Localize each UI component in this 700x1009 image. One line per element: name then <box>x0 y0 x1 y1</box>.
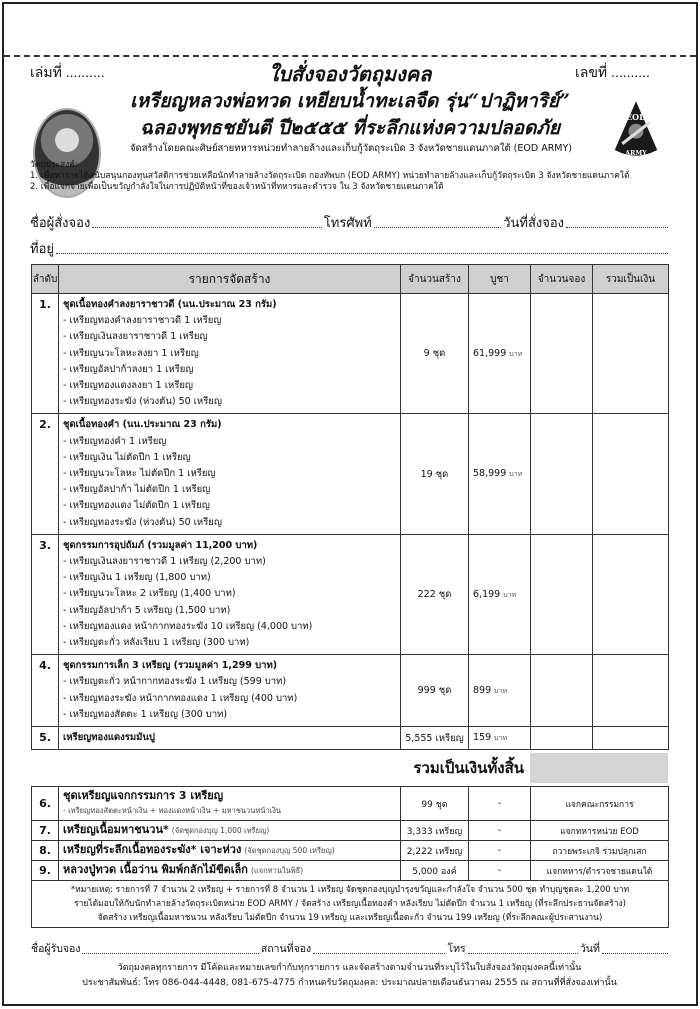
distribution-note: ถวายพระเกจิ ร่วมปลุกเสก <box>531 841 669 861</box>
address-field[interactable] <box>56 238 668 254</box>
price-cell <box>469 655 531 727</box>
col-reserve: จำนวนจอง <box>531 265 593 294</box>
item-cell <box>59 655 401 727</box>
orderer-name-label: ชื่อผู้สั่งจอง <box>30 215 91 230</box>
col-built: จำนวนสร้าง <box>401 265 469 294</box>
row-number: 9. <box>32 861 59 881</box>
item-line: - เหรียญอัลปาก้าลงยา 1 เหรียญ <box>63 363 194 375</box>
price-cell: - <box>469 861 531 881</box>
price-value: 58,999 <box>473 468 507 480</box>
objective-1: 1. เพื่อหารายได้สนับสนุนกองทุนสวัสดิการช่วยเหลือนักทำลายล้างวัตถุระเบิด กองทัพบก (EOD ARMY) หน่วยทำลายล้างและเก็บกู้วัตถุระเบิด 3 จังหวัดชายแดนภาคใต้ <box>30 171 630 181</box>
giveaway-row <box>32 821 669 841</box>
receiver-label: ชื่อผู้รับจอง <box>31 943 81 956</box>
objective-2: 2. เพื่อแจกจ่ายเพื่อเป็นขวัญกำลังใจในการปฏิบัติหน้าที่ของเจ้าหน้าที่ทหารและตำรวจ ใน 3 จังหวัดชายแดนภาคใต้ <box>30 182 444 192</box>
row-number: 5. <box>32 727 59 750</box>
receiver-date-field[interactable] <box>602 940 668 954</box>
row-number: 2. <box>32 414 59 534</box>
item-title: ชุดกรรมการเล็ก 3 เหรียญ (รวมมูลค่า 1,299 บาท) <box>63 660 278 672</box>
col-price: บูชา <box>469 265 531 294</box>
place-label: สถานที่จอง <box>260 943 312 956</box>
table-header <box>32 265 669 294</box>
item-cell <box>59 821 401 841</box>
eod-army-logo <box>600 100 672 160</box>
grand-total-field[interactable] <box>530 753 668 783</box>
item-title: หลวงปู่ทวด เนื้อว่าน พิมพ์กลักไม้ขีดเล็ก <box>63 863 248 877</box>
item-line: - เหรียญอัลปาก้า ไม่ตัดปีก 1 เหรียญ <box>63 484 211 496</box>
item-sub: (จัดชุดกองบุญ 500 เหรียญ) <box>244 846 335 856</box>
item-title: ชุดเหรียญแจกกรรมการ 3 เหรียญ <box>63 789 224 803</box>
price-unit: บาท <box>494 734 508 743</box>
table-row <box>32 727 669 750</box>
receiver-field[interactable] <box>82 940 258 954</box>
item-cell <box>59 787 401 821</box>
qty-cell: 5,000 องค์ <box>401 861 469 881</box>
giveaway-table <box>31 786 669 928</box>
receiver-row <box>31 940 668 957</box>
item-line: - เหรียญทองแดง หน้ากากทองระฆัง 10 เหรียญ (4,000 บาท) <box>63 620 313 632</box>
price-value: 61,999 <box>473 347 507 359</box>
item-line: - เหรียญทองสัตตะ 1 เหรียญ (300 บาท) <box>63 708 228 720</box>
item-line: - เหรียญทองแดง ไม่ตัดปีก 1 เหรียญ <box>63 500 210 512</box>
item-line: - เหรียญอัลปาก้า 5 เหรียญ (1,500 บาท) <box>63 604 231 616</box>
subtitle: จัดสร้างโดยคณะศิษย์สายทหารหน่วยทำลายล้างและเก็บกู้วัตถุระเบิด 3 จังหวัดชายแดนภาคใต้ (EOD ARMY) <box>129 143 573 154</box>
footer-note-1: วัตถุมงคลทุกรายการ มีโค้ดและหมายเลขกำกับทุกรายการ และจัดสร้างตามจำนวนที่ระบุไว้ในใบสั่งจองวัตถุมงคลนี้เท่านั้น <box>117 963 582 974</box>
giveaway-row <box>32 787 669 821</box>
objectives <box>30 160 670 193</box>
row-number: 1. <box>32 294 59 414</box>
qty-cell: 99 ชุด <box>401 787 469 821</box>
remark-line: *หมายเหตุ: รายการที่ 7 จำนวน 2 เหรียญ + รายการที่ 8 จำนวน 1 เหรียญ จัดชุดกองบุญบำรุงขวัญและกำลังใจ จำนวน 500 ชุด ทำบุญชุดละ 1,200 บาท <box>70 885 630 896</box>
price-cell <box>469 414 531 534</box>
item-line: - เหรียญเงินลงยาราชาวดี 1 เหรียญ <box>63 331 208 343</box>
receiver-phone-label: โทร <box>447 943 466 956</box>
item-title: ชุดกรรมการอุปถัมภ์ (รวมมูลค่า 11,200 บาท) <box>63 539 258 551</box>
row-number: 8. <box>32 841 59 861</box>
item-sub: (จัดชุดกองบุญ 1,000 เหรียญ) <box>171 826 270 836</box>
price-cell: - <box>469 841 531 861</box>
qty-cell: 2,222 เหรียญ <box>401 841 469 861</box>
row-number: 6. <box>32 787 59 821</box>
item-cell <box>59 294 401 414</box>
price-cell <box>469 727 531 750</box>
qty-cell: 19 ชุด <box>401 414 469 534</box>
col-total: รวมเป็นเงิน <box>593 265 669 294</box>
title-line-1: เหรียญหลวงพ่อทวด เหยียบน้ำทะเลจืด รุ่น“ปาฏิหาริย์” <box>130 90 570 112</box>
item-title: ชุดเนื้อทองคำลงยาราชาวดี (นน.ประมาณ 23 กรัม) <box>63 299 277 310</box>
distribution-note: แจกทหารหน่วย EOD <box>531 821 669 841</box>
item-line: - เหรียญทองคำลงยาราชาวดี 1 เหรียญ <box>63 315 222 327</box>
item-line: - เหรียญเงิน ไม่ตัดปีก 1 เหรียญ <box>63 451 191 463</box>
reserve-qty-field[interactable] <box>531 655 593 727</box>
item-title: เหรียญที่ระลึกเนื้อทองระฆัง* เจาะห่วง <box>63 843 242 857</box>
page-title: ใบสั่งจองวัตถุมงคล <box>268 62 432 86</box>
remark-line: จัดสร้าง เหรียญเนื้อมหาชนวน หลังเรียบ ไม่ตัดปีก จำนวน 19 เหรียญ และเหรียญเนื้อตะกั่ว จำนวน 199 เหรียญ (ที่ระลึกคณะผู้ประสานงาน) <box>97 913 603 924</box>
item-title: เหรียญเนื้อมหาชนวน* <box>63 823 169 837</box>
doc-number: เลขที่ .......... <box>575 64 650 80</box>
price-value: 6,199 <box>473 588 501 600</box>
item-line: - เหรียญตะกั่ว หน้ากากทองระฆัง 1 เหรียญ (599 บาท) <box>63 676 287 688</box>
item-sub: (แจกทานในพิธี) <box>250 866 304 876</box>
item-line: - เหรียญทองแดงลงยา 1 เหรียญ <box>63 380 193 392</box>
remark-row <box>32 881 669 928</box>
price-value: 899 <box>473 684 492 696</box>
place-field[interactable] <box>313 940 445 954</box>
row-number: 4. <box>32 655 59 727</box>
row-total-field[interactable] <box>593 294 669 414</box>
item-title: เหรียญทองแดงรมมันปู <box>63 732 155 744</box>
item-line: - เหรียญทองระฆัง หน้ากากทองแดง 1 เหรียญ (400 บาท) <box>63 692 298 704</box>
table-row <box>32 414 669 534</box>
reserve-qty-field[interactable] <box>531 727 593 750</box>
item-line: - เหรียญทองคำ 1 เหรียญ <box>63 435 167 447</box>
col-no: ลำดับ <box>32 265 59 294</box>
footer-note-2: ประชาสัมพันธ์: โทร 086-044-4448, 081-675-4775 กำหนดรับวัตถุมงคล: ประมาณปลายเดือนธันวาคม 2555 ณ สถานที่ที่สั่งจองเท่านั้น <box>82 978 617 989</box>
book-number: เล่มที่ .......... <box>30 64 105 80</box>
phone-label: โทรศัพท์ <box>323 215 372 230</box>
address-row <box>30 238 668 264</box>
qty-cell: 3,333 เหรียญ <box>401 821 469 841</box>
price-cell <box>469 294 531 414</box>
table-row <box>32 534 669 654</box>
item-line: - เหรียญเงินลงยาราชาวดี 1 เหรียญ (2,200 บาท) <box>63 556 266 568</box>
item-cell <box>59 841 401 861</box>
phone-field[interactable] <box>374 212 501 228</box>
price-unit: บาท <box>494 686 508 695</box>
price-value: 159 <box>473 732 492 744</box>
svg-text:EOD: EOD <box>625 112 647 122</box>
row-total-field[interactable] <box>593 655 669 727</box>
price-unit: บาท <box>509 470 523 479</box>
cut-line <box>4 55 696 57</box>
orderer-name-field[interactable] <box>92 212 321 228</box>
table-row <box>32 294 669 414</box>
price-cell: - <box>469 821 531 841</box>
distribution-note: แจกทหาร/ตำรวจชายแดนใต้ <box>531 861 669 881</box>
title-line-2: ฉลองพุทธชยันตี ปี๒๕๕๕ ที่ระลึกแห่งความปลอดภัย <box>139 117 561 139</box>
qty-cell: 222 ชุด <box>401 534 469 654</box>
reserve-qty-field[interactable] <box>531 534 593 654</box>
remark-line: รายได้มอบให้กับนักทำลายล้างวัตถุระเบิดหน่วย EOD ARMY / จัดสร้าง เหรียญเนื้อทองคำ หลังเรียบ ไม่ตัดปีก จำนวน 1 เหรียญ (ที่ระลึกประธานจัดสร้าง) <box>74 899 626 910</box>
qty-cell: 5,555 เหรียญ <box>401 727 469 750</box>
distribution-note: แจกคณะกรรมการ <box>531 787 669 821</box>
reserve-qty-field[interactable] <box>531 414 593 534</box>
grand-total-row <box>31 752 668 784</box>
item-line: - เหรียญนวะโลหะลงยา 1 เหรียญ <box>63 347 199 359</box>
qty-cell: 999 ชุด <box>401 655 469 727</box>
table-row <box>32 655 669 727</box>
grand-total-label: รวมเป็นเงินทั้งสิ้น <box>413 759 524 778</box>
item-line: - เหรียญนวะโลหะ 2 เหรียญ (1,400 บาท) <box>63 588 236 600</box>
row-number: 7. <box>32 821 59 841</box>
item-cell <box>59 534 401 654</box>
row-total-field[interactable] <box>593 414 669 534</box>
giveaway-row <box>32 861 669 881</box>
receiver-phone-field[interactable] <box>468 940 578 954</box>
orderer-row <box>30 212 668 236</box>
item-cell <box>59 861 401 881</box>
item-cell <box>59 414 401 534</box>
item-line: - เหรียญทองระฆัง (ห่วงตัน) 50 เหรียญ <box>63 396 222 408</box>
col-item: รายการจัดสร้าง <box>59 265 401 294</box>
item-title: ชุดเนื้อทองคำ (นน.ประมาณ 23 กรัม) <box>63 419 222 431</box>
row-total-field[interactable] <box>593 534 669 654</box>
item-cell <box>59 727 401 750</box>
item-line: - เหรียญเงิน 1 เหรียญ (1,800 บาท) <box>63 572 211 584</box>
order-table <box>31 264 669 750</box>
svg-text:ARMY: ARMY <box>625 150 647 157</box>
item-line: - เหรียญตะกั่ว หลังเรียบ 1 เหรียญ (300 บาท) <box>63 637 250 649</box>
reserve-qty-field[interactable] <box>531 294 593 414</box>
qty-cell: 9 ชุด <box>401 294 469 414</box>
receiver-date-label: วันที่ <box>579 943 600 956</box>
item-sub: - เหรียญทองสัตตะหน้าเงิน + ทองแดงหน้าเงิน + มหาชนวนหน้าเงิน <box>63 806 282 816</box>
order-date-label: วันที่สั่งจอง <box>503 215 565 230</box>
row-number: 3. <box>32 534 59 654</box>
objectives-label: วัตถุประสงค์: <box>30 160 78 170</box>
giveaway-row <box>32 841 669 861</box>
price-unit: บาท <box>503 590 517 599</box>
item-line: - เหรียญทองระฆัง (ห่วงตัน) 50 เหรียญ <box>63 516 222 528</box>
address-label: ที่อยู่ <box>30 241 54 256</box>
item-line: - เหรียญนวะโลหะ ไม่ตัดปีก 1 เหรียญ <box>63 468 216 480</box>
row-total-field[interactable] <box>593 727 669 750</box>
order-date-field[interactable] <box>566 212 668 228</box>
price-cell: - <box>469 787 531 821</box>
price-unit: บาท <box>509 349 523 358</box>
price-cell <box>469 534 531 654</box>
